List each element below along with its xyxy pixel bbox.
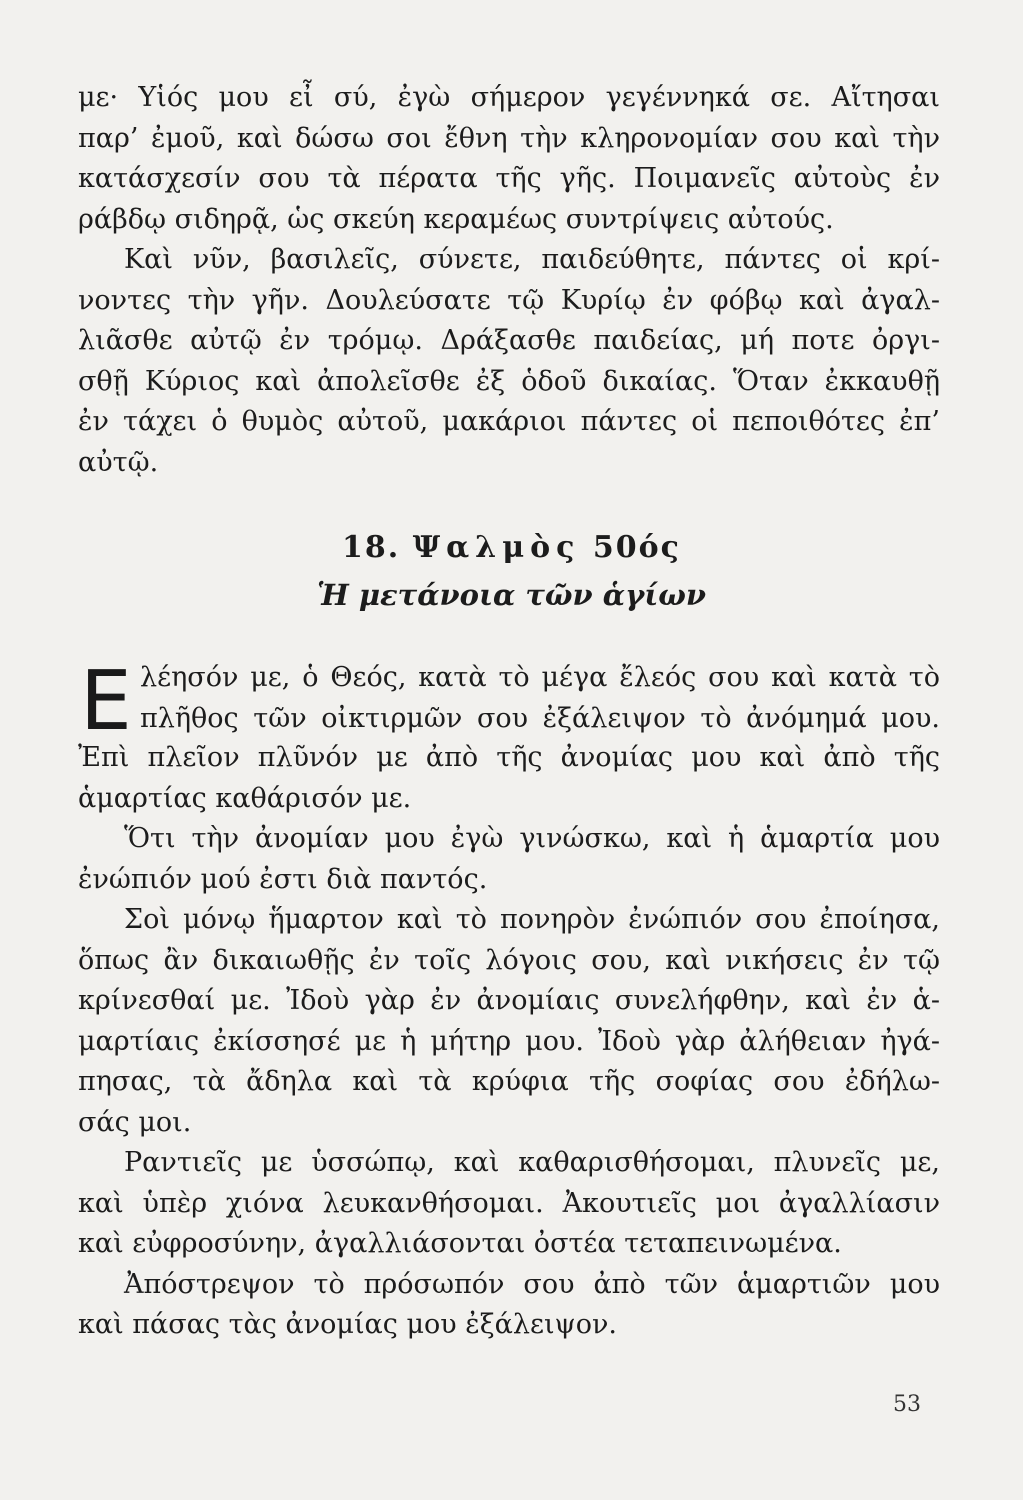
psalm-opening xyxy=(78,658,940,739)
text-line: ράβδῳ σιδηρᾷ, ὡς σκεύη κεραμέως συντρίψεις αὐτούς. xyxy=(78,203,834,235)
text-line: κρίνεσθαί με. Ἰδοὺ γὰρ ἐν ἀνομίαις συνελήφθην, καὶ ἐν ἁ- xyxy=(78,985,940,1016)
text-line: νοντες τὴν γῆν. Δουλεύσατε τῷ Κυρίῳ ἐν φόβῳ καὶ ἀγαλ- xyxy=(78,284,940,316)
text-line: Ραντιεῖς με ὑσσώπῳ, καὶ καθαρισθήσομαι, πλυνεῖς με, xyxy=(124,1147,940,1178)
text-line: αὐτῷ. xyxy=(78,446,159,478)
psalm-subtitle: Ἡ μετάνοια τῶν ἁγίων xyxy=(317,578,706,612)
page-number: 53 xyxy=(893,1392,921,1417)
text-line: σάς μοι. xyxy=(78,1106,192,1138)
psalm-heading xyxy=(0,530,1023,565)
psalm-2-ending-paragraph xyxy=(78,78,940,483)
text-line: καὶ ὑπὲρ χιόνα λευκανθήσομαι. Ἀκουτιεῖς μοι ἀγαλλίασιν xyxy=(78,1187,940,1219)
text-line: λέησόν με, ὁ Θεός, κατὰ τὸ μέγα ἔλεός σου καὶ κατὰ τὸ xyxy=(140,662,940,693)
text-line: παρ’ ἐμοῦ, καὶ δώσω σοι ἔθνη τὴν κληρονομίαν σου καὶ τὴν xyxy=(78,122,940,154)
text-line: με· Υἱός μου εἶ σύ, ἐγὼ σήμερον γεγέννηκά σε. Αἴτησαι xyxy=(78,82,940,113)
text-line: πλῆθος τῶν οἰκτιρμῶν σου ἐξάλειψον τὸ ἀνόμημά μου. xyxy=(140,702,940,734)
text-line: ἁμαρτίας καθάρισόν με. xyxy=(78,782,412,814)
text-line: πησας, τὰ ἄδηλα καὶ τὰ κρύφια τῆς σοφίας σου ἐδήλω- xyxy=(78,1066,940,1097)
psalm-number: 18. xyxy=(342,530,401,565)
text-line: καὶ εὐφροσύνην, ἀγαλλιάσονται ὀστέα τεταπεινωμένα. xyxy=(78,1228,842,1259)
text-line: Σοὶ μόνῳ ἥμαρτον καὶ τὸ πονηρὸν ἐνώπιόν σου ἐποίησα, xyxy=(124,904,940,935)
text-line: ἐν τάχει ὁ θυμὸς αὐτοῦ, μακάριοι πάντες οἱ πεποιθότες ἐπ’ xyxy=(78,406,940,437)
psalm-label: Ψαλμὸς xyxy=(412,530,581,565)
psalm-body xyxy=(78,738,940,1346)
text-line: λιᾶσθε αὐτῷ ἐν τρόμῳ. Δράξασθε παιδείας, μή ποτε ὀργι- xyxy=(78,325,940,356)
text-line: σθῇ Κύριος καὶ ἀπολεῖσθε ἐξ ὁδοῦ δικαίας. Ὅταν ἐκκαυθῇ xyxy=(78,365,940,397)
psalm-ordinal: 50ός xyxy=(592,530,681,565)
text-line: Ἐπὶ πλεῖον πλῦνόν με ἀπὸ τῆς ἀνομίας μου καὶ ἀπὸ τῆς xyxy=(78,742,940,773)
text-line: ἐνώπιόν μού ἐστι διὰ παντός. xyxy=(78,863,488,895)
drop-cap: Ε xyxy=(80,654,132,749)
text-line: κατάσχεσίν σου τὰ πέρατα τῆς γῆς. Ποιμανεῖς αὐτοὺς ἐν xyxy=(78,163,940,194)
text-line: Ὅτι τὴν ἀνομίαν μου ἐγὼ γινώσκω, καὶ ἡ ἁμαρτία μου xyxy=(124,823,940,854)
text-line: Ἀπόστρεψον τὸ πρόσωπόν σου ἀπὸ τῶν ἁμαρτιῶν μου xyxy=(124,1268,940,1300)
text-line: μαρτίαις ἐκίσσησέ με ἡ μήτηρ μου. Ἰδοὺ γὰρ ἀλήθειαν ἠγά- xyxy=(78,1025,940,1057)
text-line: καὶ πάσας τὰς ἀνομίας μου ἐξάλειψον. xyxy=(78,1309,617,1340)
text-line: Καὶ νῦν, βασιλεῖς, σύνετε, παιδεύθητε, πάντες οἱ κρί- xyxy=(124,244,940,275)
text-line: ὅπως ἂν δικαιωθῇς ἐν τοῖς λόγοις σου, καὶ νικήσεις ἐν τῷ xyxy=(78,944,940,976)
